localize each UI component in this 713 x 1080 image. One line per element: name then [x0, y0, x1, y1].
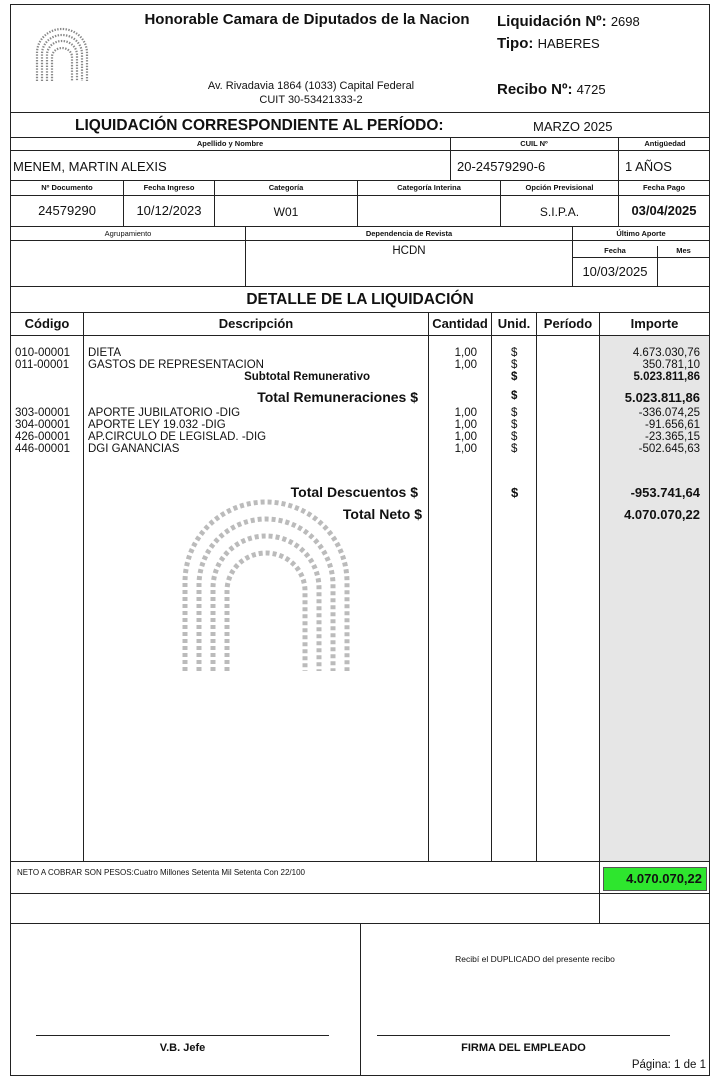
institution-address: Av. Rivadavia 1864 (1033) Capital Federal [207, 80, 415, 92]
payslip [10, 4, 710, 1076]
row-codigo: 304-00001 [15, 419, 70, 431]
tipo-value: HABERES [537, 36, 600, 51]
ingreso-label: Fecha Ingreso [143, 183, 195, 192]
row-unid: $ [511, 359, 518, 371]
table-row [15, 348, 70, 359]
recibi-text: Recibí el DUPLICADO del presente recibo [455, 954, 615, 964]
table-row [15, 408, 70, 419]
opcion-label: Opción Previsional [525, 183, 594, 192]
row-importe: -91.656,61 [645, 419, 700, 431]
total-neto-label: Total Neto $ [342, 506, 422, 522]
row-descripcion: AP.CIRCULO DE LEGISLAD. -DIG [88, 431, 267, 443]
cuil-label: CUIL Nº [520, 139, 548, 148]
row-cantidad: 1,00 [454, 443, 477, 455]
ultimo-aporte-label: Último Aporte [616, 229, 666, 238]
total-neto-value: 4.070.070,22 [624, 507, 700, 522]
categoria-label: Categoría [268, 183, 304, 192]
agrupamiento-label: Agrupamiento [104, 229, 152, 238]
antiguedad-value: 1 AÑOS [625, 159, 672, 174]
col-descripcion: Descripción [218, 316, 294, 331]
table-row [15, 444, 70, 455]
col-cantidad: Cantidad [432, 316, 488, 331]
neto-a-cobrar-value: 4.070.070,22 [603, 867, 707, 891]
period-label: LIQUIDACIÓN CORRESPONDIENTE AL PERÍODO: [75, 117, 444, 134]
fecha-pago-value: 03/04/2025 [631, 203, 697, 218]
row-unid: $ [511, 419, 518, 431]
total-remuneraciones-label: Total Remuneraciones $ [257, 389, 418, 405]
subtotal-unid: $ [511, 371, 518, 383]
row-importe: 350.781,10 [642, 359, 700, 371]
cuil-value: 20-24579290-6 [457, 159, 546, 174]
row-unid: $ [511, 431, 518, 443]
col-codigo: Código [24, 316, 70, 331]
fecha-value: 10/03/2025 [582, 264, 648, 279]
row-descripcion: APORTE JUBILATORIO -DIG [88, 407, 241, 419]
total-descuentos-unid: $ [511, 485, 519, 500]
row-codigo: 010-00001 [15, 347, 70, 359]
recibo-label: Recibo Nº: [497, 81, 573, 98]
col-unid: Unid. [497, 316, 531, 331]
doc-value: 24579290 [38, 203, 96, 218]
detail-title: DETALLE DE LA LIQUIDACIÓN [246, 291, 474, 308]
row-codigo: 426-00001 [15, 431, 70, 443]
doc-label: Nº Documento [41, 183, 93, 192]
row-unid: $ [511, 407, 518, 419]
opcion-value: S.I.P.A. [539, 205, 580, 219]
recibo-number [497, 81, 606, 98]
col-importe: Importe [630, 316, 679, 331]
fecha-pago-label: Fecha Pago [642, 183, 686, 192]
dependencia-value: HCDN [392, 245, 426, 257]
dependencia-label: Dependencia de Revista [365, 229, 453, 238]
cat-interna-label: Categoría Interina [397, 183, 461, 192]
row-importe: -336.074,25 [638, 407, 700, 419]
firma-empleado-label: FIRMA DEL EMPLEADO [461, 1042, 586, 1054]
row-descripcion: DIETA [88, 347, 122, 359]
row-cantidad: 1,00 [454, 359, 477, 371]
row-cantidad: 1,00 [454, 431, 477, 443]
row-cantidad: 1,00 [454, 419, 477, 431]
antiguedad-label: Antigüedad [644, 139, 686, 148]
row-codigo: 303-00001 [15, 407, 70, 419]
row-importe: -502.645,63 [638, 443, 700, 455]
table-row [15, 420, 70, 431]
categoria-value: W01 [273, 205, 299, 219]
tipo [497, 35, 600, 52]
total-descuentos-label: Total Descuentos $ [290, 484, 418, 500]
col-periodo: Período [543, 316, 593, 331]
page-number: Página: 1 de 1 [631, 1059, 706, 1071]
row-unid: $ [511, 443, 518, 455]
fecha-label: Fecha [604, 246, 626, 255]
recibo-value: 4725 [576, 82, 606, 97]
table-row [15, 360, 69, 371]
row-cantidad: 1,00 [454, 347, 477, 359]
row-codigo: 011-00001 [15, 359, 70, 371]
row-importe: -23.365,15 [645, 431, 700, 443]
congress-logo-icon [31, 23, 93, 83]
period-value: MARZO 2025 [533, 119, 613, 134]
ingreso-value: 10/12/2023 [136, 203, 202, 218]
liquidacion-value: 2698 [610, 14, 640, 29]
employee-name: MENEM, MARTIN ALEXIS [13, 159, 167, 174]
liquidacion-number [497, 13, 640, 30]
total-remuneraciones-value: 5.023.811,86 [624, 390, 700, 405]
row-descripcion: GASTOS DE REPRESENTACION [88, 359, 264, 371]
row-cantidad: 1,00 [454, 407, 477, 419]
institution-cuit: CUIT 30-53421333-2 [259, 94, 363, 106]
subtotal-value: 5.023.811,86 [633, 371, 700, 383]
institution-name: Honorable Camara de Diputados de la Nacion [144, 11, 470, 28]
total-remuneraciones-unid: $ [511, 390, 518, 402]
mes-label: Mes [676, 246, 691, 255]
name-label: Apellido y Nombre [196, 139, 264, 148]
total-descuentos-value: -953.741,64 [630, 485, 700, 500]
neto-a-cobrar-text: NETO A COBRAR SON PESOS:Cuatro Millones Setenta Mil Setenta Con 22/100 [17, 868, 305, 877]
row-codigo: 446-00001 [15, 443, 70, 455]
tipo-label: Tipo: [497, 35, 534, 52]
row-descripcion: DGI GANANCIAS [88, 443, 180, 455]
row-descripcion: APORTE LEY 19.032 -DIG [88, 419, 226, 431]
row-importe: 4.673.030,76 [632, 347, 700, 359]
table-row [15, 432, 70, 443]
subtotal-label: Subtotal Remunerativo [244, 371, 370, 383]
vb-jefe-label: V.B. Jefe [159, 1042, 206, 1054]
row-unid: $ [511, 347, 518, 359]
liquidacion-label: Liquidación Nº: [497, 13, 607, 30]
